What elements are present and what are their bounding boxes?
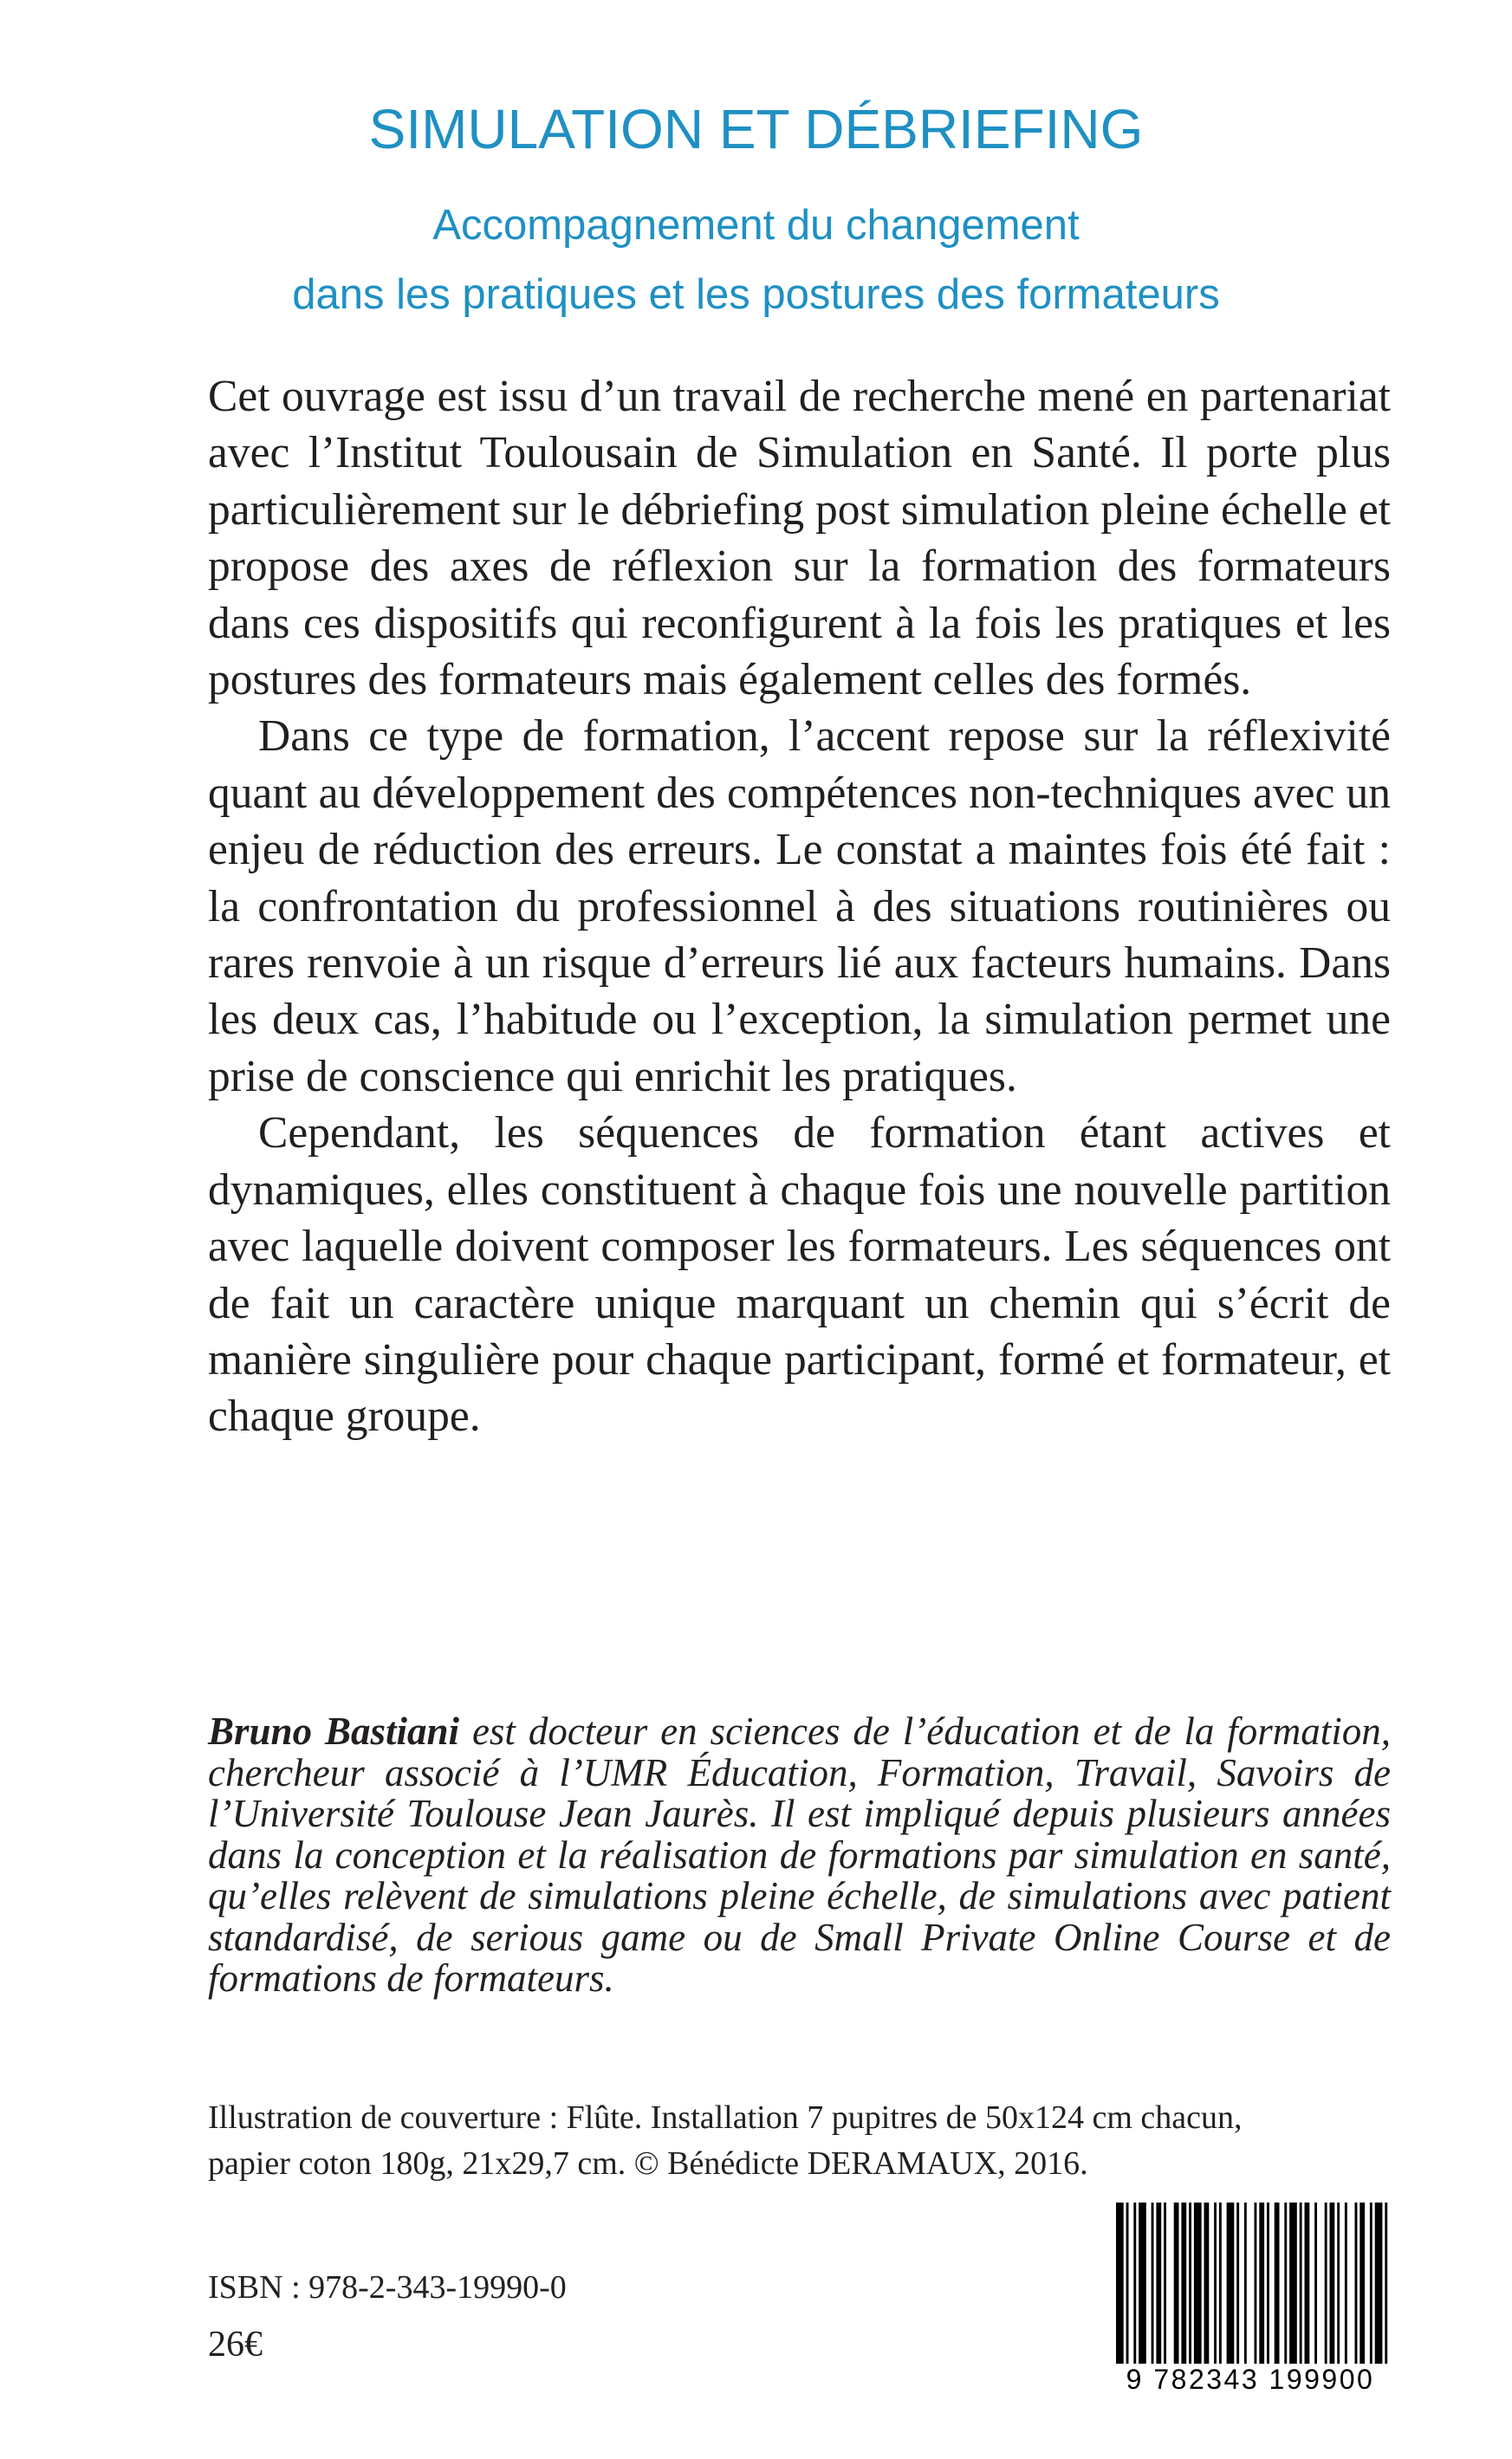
- barcode-bar: [1314, 2203, 1317, 2367]
- book-subtitle-line-2: dans les pratiques et les postures des formateurs: [292, 271, 1220, 318]
- isbn: ISBN : 978-2-343-19990-0: [208, 2269, 567, 2306]
- barcode-bar: [1214, 2203, 1217, 2367]
- barcode-bar: [1164, 2203, 1166, 2367]
- barcode-bar: [1133, 2203, 1136, 2367]
- barcode-bar: [1330, 2203, 1335, 2367]
- credits-line-1: Illustration de couverture : Flûte. Installation 7 pupitres de 50x124 cm chacun,: [208, 2099, 1243, 2136]
- barcode-bar: [1255, 2203, 1257, 2367]
- book-title: SIMULATION ET DÉBRIEFING: [368, 98, 1144, 160]
- barcode-bar: [1375, 2203, 1383, 2367]
- barcode: [1107, 2203, 1393, 2395]
- price: 26€: [208, 2325, 263, 2365]
- barcode-bar: [1219, 2203, 1222, 2367]
- barcode-bar: [1204, 2203, 1210, 2367]
- summary-paragraph-3: Cependant, les séquences de formation étant actives et dynamiques, elles constituent à chaque fois une nouvelle partition avec laquelle doivent composer les formateurs. Les séquences ont de fait un caractère unique marquant un chemin qui s’écrit de manière singulière pour chaque participant, formé et formateur, et chaque groupe.: [208, 1108, 1391, 1442]
- barcode-bar: [1345, 2203, 1347, 2367]
- credits-line-2: papier coton 180g, 21x29,7 cm. © Bénédicte DERAMAUX, 2016.: [208, 2145, 1088, 2182]
- barcode-bar: [1370, 2203, 1372, 2367]
- summary-paragraph-1: Cet ouvrage est issu d’un travail de recherche mené en partenariat avec l’Institut Toulousain de Simulation en Santé. Il porte plus particulièrement sur le débriefing post simulation pleine échelle et propose des axes de réflexion sur la formation des formateurs dans ces dispositifs qui reconfigurent à la fois les pratiques et les postures des formateurs mais également celles des formés.: [208, 372, 1391, 705]
- barcode-bar: [1181, 2203, 1186, 2367]
- summary-text: [208, 368, 1391, 1445]
- barcode-bar: [1305, 2203, 1310, 2367]
- author-bio-text: est docteur en sciences de l’éducation et de la formation, chercheur associé à l’UMR Éducation, Formation, Travail, Savoirs de l’Université Toulouse Jean Jaurès. Il est impliqué depuis plusieurs années dans la conception et la réalisation de formations par simulation en santé, qu’elles relèvent de simulations pleine échelle, de simulations avec patient standardisé, de serious game ou de Small Private Online Course et de formations de formateurs.: [208, 1710, 1391, 2000]
- barcode-bar: [1156, 2203, 1161, 2367]
- barcode-bar: [1174, 2203, 1179, 2367]
- barcode-bar: [1244, 2203, 1247, 2367]
- barcode-bar: [1360, 2203, 1365, 2367]
- barcode-bar: [1236, 2203, 1239, 2367]
- barcode-bar: [1300, 2203, 1302, 2367]
- author-name: Bruno Bastiani: [208, 1710, 460, 1753]
- barcode-bar: [1126, 2203, 1129, 2367]
- cover-illustration-credits: [208, 2095, 1391, 2187]
- barcode-bar: [1289, 2203, 1297, 2367]
- barcode-bar: [1275, 2203, 1280, 2367]
- barcode-bar: [1189, 2203, 1191, 2367]
- barcode-bar: [1355, 2203, 1358, 2367]
- barcode-bar: [1337, 2203, 1340, 2367]
- barcode-bar: [1116, 2203, 1124, 2367]
- barcode-bar: [1152, 2203, 1154, 2367]
- barcode-bar: [1194, 2203, 1202, 2367]
- barcode-bar: [1227, 2203, 1235, 2367]
- barcode-bar: [1139, 2203, 1146, 2367]
- barcode-bar: [1284, 2203, 1287, 2367]
- barcode-bar: [1267, 2203, 1269, 2367]
- summary-paragraph-2: Dans ce type de formation, l’accent repose sur la réflexivité quant au développement des compétences non-techniques avec un enjeu de réduction des erreurs. Le constat a maintes fois été fait : la confrontation du professionnel à des situations routinières ou rares renvoie à un risque d’erreurs lié aux facteurs humains. Dans les deux cas, l’habitude ou l’exception, la simulation permet une prise de conscience qui enrichit les pratiques.: [208, 711, 1391, 1101]
- book-subtitle-line-1: Accompagnement du changement: [432, 202, 1080, 249]
- barcode-digits: 9 782343 199900: [1107, 2364, 1393, 2395]
- barcode-bar: [1259, 2203, 1264, 2367]
- barcode-bar: [1325, 2203, 1327, 2367]
- author-bio: [208, 1711, 1391, 2000]
- barcode-bar: [1385, 2203, 1387, 2367]
